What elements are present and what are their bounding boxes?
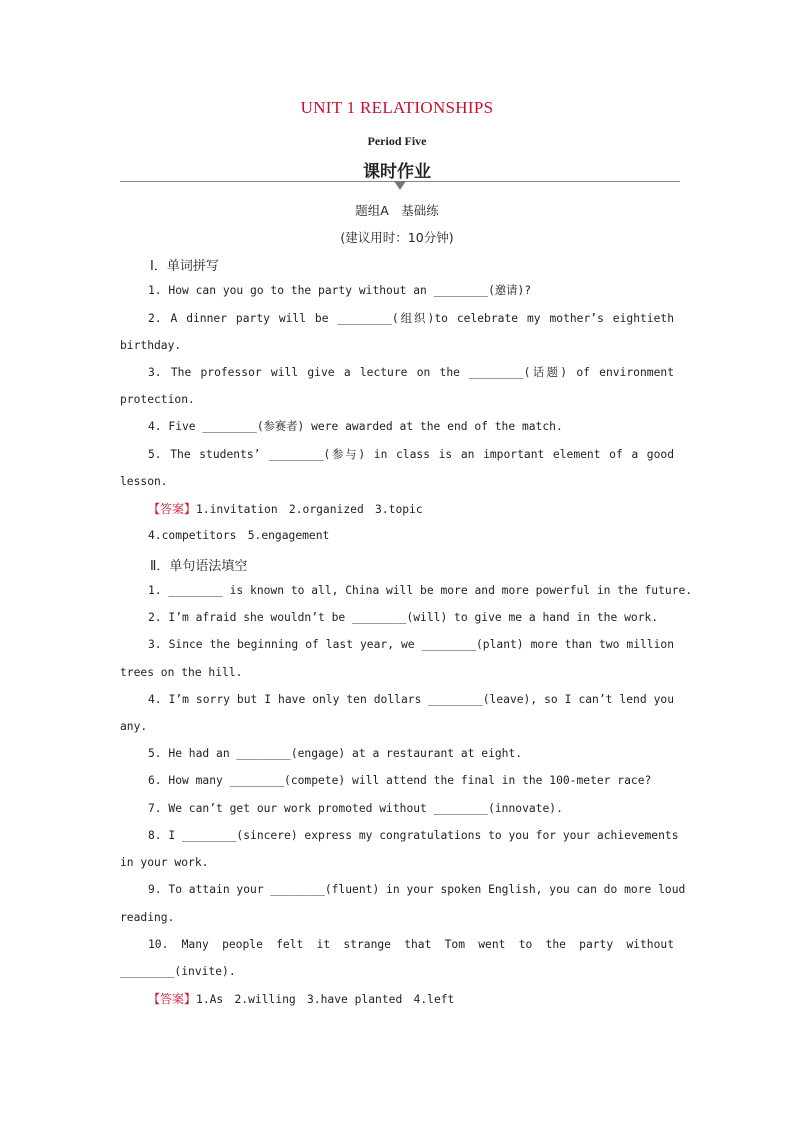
question-line: 1. ________ is known to all, China will be more and more powerful in the future. bbox=[148, 584, 693, 597]
answer-text: 1.As 2.willing 3.have planted 4.left bbox=[196, 993, 455, 1006]
question-line: 1. How can you go to the party without an ________(邀请)? bbox=[148, 284, 532, 297]
question-line: 5. The students’ ________(参与) in class is an important element of a good bbox=[148, 448, 674, 461]
period-label: Period Five bbox=[367, 134, 427, 148]
question-line: 8. I ________(sincere) express my congratulations to you for your achievements bbox=[148, 829, 679, 842]
question-line: 3. Since the beginning of last year, we ________(plant) more than two million bbox=[148, 638, 674, 651]
triangle-marker-icon bbox=[394, 181, 406, 190]
question-line: 5. He had an ________(engage) at a restaurant at eight. bbox=[148, 747, 523, 760]
question-line: 2. I’m afraid she wouldn’t be ________(will) to give me a hand in the work. bbox=[148, 611, 659, 624]
section-2-heading: Ⅱ．单句语法填空 bbox=[150, 559, 248, 574]
question-line: ________(invite). bbox=[120, 965, 236, 978]
question-line: lesson. bbox=[120, 475, 168, 488]
question-line: 7. We can’t get our work promoted without ________(innovate). bbox=[148, 802, 563, 815]
answer-line bbox=[148, 991, 674, 1008]
question-line: reading. bbox=[120, 911, 175, 924]
question-line: 4. I’m sorry but I have only ten dollars ________(leave), so I can’t lend you bbox=[148, 693, 674, 706]
suggested-time: (建议用时：10分钟) bbox=[340, 230, 454, 245]
group-label: 题组A 基础练 bbox=[355, 203, 439, 218]
unit-title: UNIT 1 RELATIONSHIPS bbox=[300, 98, 494, 117]
answer-line: 4.competitors 5.engagement bbox=[148, 529, 330, 542]
question-line: trees on the hill. bbox=[120, 666, 243, 679]
homework-heading: 课时作业 bbox=[363, 162, 431, 182]
answer-tag: 【答案】 bbox=[148, 992, 197, 1006]
question-line: 6. How many ________(compete) will attend the final in the 100-meter race? bbox=[148, 774, 652, 787]
question-line: 3. The professor will give a lecture on the ________(话题) of environment bbox=[148, 366, 674, 379]
question-line: 10. Many people felt it strange that Tom went to the party without bbox=[148, 938, 674, 951]
answer-tag: 【答案】 bbox=[148, 502, 197, 516]
question-line: protection. bbox=[120, 393, 195, 406]
answer-line bbox=[148, 501, 674, 518]
question-line: any. bbox=[120, 720, 148, 733]
section-1-heading: Ⅰ．单词拼写 bbox=[150, 259, 219, 274]
question-line: birthday. bbox=[120, 339, 182, 352]
question-line: 4. Five ________(参赛者) were awarded at the end of the match. bbox=[148, 420, 563, 433]
answer-text: 1.invitation 2.organized 3.topic bbox=[196, 503, 423, 516]
question-line: in your work. bbox=[120, 856, 209, 869]
question-line: 9. To attain your ________(fluent) in your spoken English, you can do more loud bbox=[148, 883, 686, 896]
question-line: 2. A dinner party will be ________(组织)to celebrate my mother’s eightieth bbox=[148, 312, 674, 325]
